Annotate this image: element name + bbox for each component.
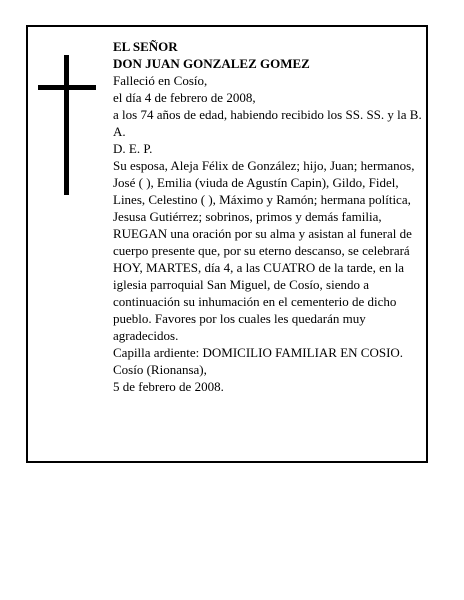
rest-in-peace: D. E. P. [113, 141, 153, 156]
notice-place: Cosío (Rionansa), [113, 362, 207, 377]
deceased-name: DON JUAN GONZALEZ GOMEZ [113, 56, 310, 71]
place-of-death: Falleció en Cosío, [113, 73, 208, 88]
funeral-request: RUEGAN una oración por su alma y asistan al funeral de cuerpo presente que, por su eterno descanso, se celebrará HOY, MARTES, día 4, a las CUATRO de la tarde, en la iglesia parroquial San Miguel, de Cosío, siendo a continuación su inhumación en el cementerio de dicho pueblo. Favores por los cuales les quedarán muy agradecidos. [113, 226, 412, 343]
cross-icon-vertical-bar [64, 55, 69, 195]
date-of-death: el día 4 de febrero de 2008, [113, 90, 256, 105]
family-list: Su esposa, Aleja Félix de González; hijo, Juan; hermanos, José ( ), Emilia (viuda de Agustín Capin), Gildo, Fidel, Lines, Celestino ( ), Máximo y Ramón; hermana política, Jesusa Gutiérrez; sobrinos, primos y demás familia, [113, 158, 415, 224]
chapel-info: Capilla ardiente: DOMICILIO FAMILIAR EN COSIO. [113, 345, 404, 360]
age-and-sacraments: a los 74 años de edad, habiendo recibido los SS. SS. y la B. A. [113, 107, 422, 139]
notice-date: 5 de febrero de 2008. [113, 379, 224, 394]
obituary-text [113, 38, 423, 395]
heading-title: EL SEÑOR [113, 39, 178, 54]
cross-icon-horizontal-bar [38, 85, 96, 90]
